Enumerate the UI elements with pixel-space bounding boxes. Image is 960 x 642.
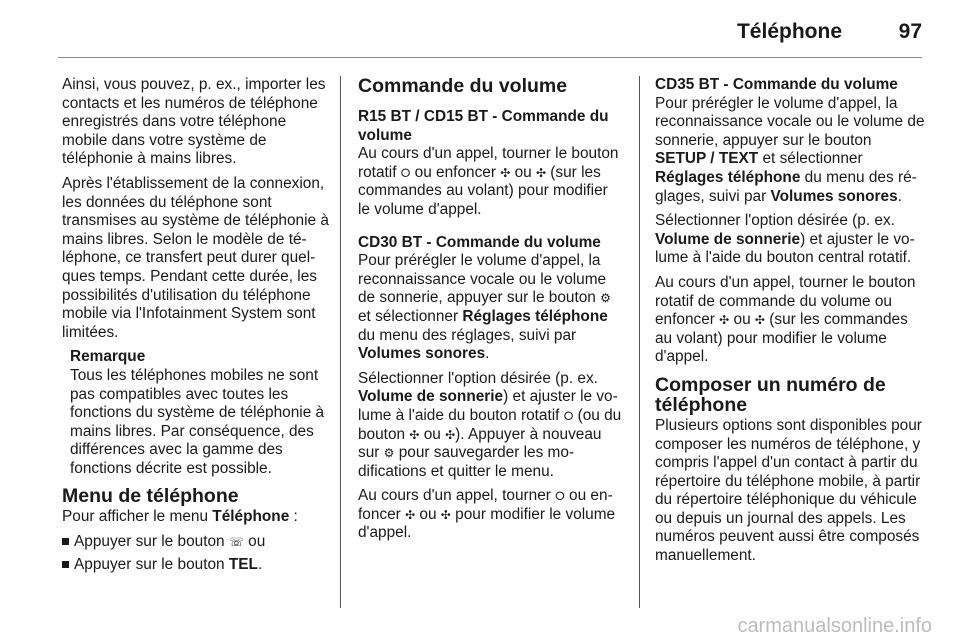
watermark: carmanualsonline.info [737, 615, 932, 637]
subheading-cd30: CD30 BT - Commande du volume [358, 233, 601, 251]
joystick-icon: ✣ [440, 507, 451, 522]
page-title: Téléphone [736, 20, 842, 43]
note-text: Tous les téléphones mobiles ne sont pas compatibles avec toutes les fonctions du système de téléphonie à mains libres. Par conséquence, des différences avec la gamme des fonctions décrite est possible. [70, 366, 325, 477]
menu-steps-list [62, 533, 330, 574]
column-3 [655, 76, 925, 572]
heading-phone-menu: Menu de téléphone [62, 485, 239, 508]
list-item: Appuyer sur le bouton TEL. [62, 556, 330, 575]
phone-button-icon: ☏ [228, 535, 244, 550]
joystick-icon: ✣ [719, 313, 730, 328]
paragraph-import-contacts: Ainsi, vous pouvez, p. ex., importer les contacts et les numéros de téléphone enregistrés dans votre téléphone mobile dans votre système de téléphonie à mains libres. [62, 76, 326, 168]
paragraph-dial-options: Plusieurs options sont disponibles pour composer les numéros de téléphone, y compris l'appel d'un contact à partir du répertoire du téléphone mobile, à partir du répertoire téléphonique du véhicule ou depuis un journal des appels. Les numéros peuvent aussi être composés manuellement. [655, 416, 922, 565]
note-box [70, 348, 330, 478]
joystick-icon: ✣ [535, 165, 547, 180]
joystick-icon: ✣ [405, 507, 416, 522]
bullet-icon [62, 538, 69, 545]
joystick-icon: ✣ [445, 427, 456, 442]
joystick-icon: ✣ [500, 165, 511, 180]
rotary-knob-icon: ⭘ [555, 489, 565, 504]
paragraph-cd30: Pour prérégler le volume d'appel, la reconnaissance vocale ou le volume de sonnerie, appuyer sur le bouton ⚙ et sélectionner Réglages téléphone du menu des réglages, suivi par Volumes sonores. [358, 252, 611, 363]
column-2 [358, 76, 624, 549]
rotary-knob-icon: ⭘ [400, 165, 411, 180]
heading-volume-control: Commande du volume [358, 75, 568, 97]
paragraph-menu-intro: Pour afficher le menu Téléphone : [62, 508, 298, 526]
paragraph-select-option-cd35: Sélectionner l'option désirée (p. ex. Volume de sonnerie) et ajuster le volume à l'aide du bouton central rotatif. [655, 212, 915, 267]
column-divider-1 [340, 76, 341, 608]
paragraph-select-option: Sélectionner l'option désirée (p. ex. Volume de sonnerie) et ajuster le volume à l'aide du bouton rotatif ⭘ (ou du bouton ✣ ou ✣). Appuyer à nouveau sur ⚙ pour sauvegarder les modifications et quitter le menu. [358, 369, 622, 480]
rotary-knob-icon: ⭘ [563, 408, 574, 423]
joystick-icon: ✣ [409, 427, 420, 442]
tel-button-label: TEL [228, 555, 258, 573]
header-rule [58, 57, 922, 58]
note-title: Remarque [70, 348, 146, 366]
joystick-icon: ✣ [754, 313, 765, 328]
paragraph-cd35: Pour prérégler le volume d'appel, la reconnaissance vocale ou le volume de sonnerie, appuyer sur le bouton SETUP / TEXT et sélectionner Réglages téléphone du menu des réglages, suivi par Volumes sonores. [655, 94, 925, 205]
page-number: 97 [898, 20, 922, 43]
column-divider-2 [639, 76, 640, 608]
bullet-icon [62, 561, 69, 568]
config-icon: ⚙ [383, 446, 395, 461]
column-1 [62, 76, 330, 578]
paragraph-during-call-cd35: Au cours d'un appel, tourner le bouton rotatif de commande du volume ou enfoncer ✣ ou ✣ (sur les commandes au volant) pour modifier le volume d'appel. [655, 273, 916, 366]
list-item: Appuyer sur le bouton ☏ ou [62, 533, 330, 552]
subheading-r15: R15 BT / CD15 BT - Commande du volume [358, 108, 609, 144]
paragraph-during-call: Au cours d'un appel, tourner ⭘ ou enfoncer ✣ ou ✣ pour modifier le volume d'appel. [358, 487, 616, 542]
heading-dial-number: Composer un numéro de téléphone [655, 373, 886, 416]
menu-name: Téléphone [212, 508, 290, 526]
paragraph-r15: Au cours d'un appel, tourner le bouton rotatif ⭘ ou enfoncer ✣ ou ✣ (sur les commandes au volant) pour modifier le volume d'appel. [358, 145, 619, 218]
subheading-cd35: CD35 BT - Commande du volume [655, 76, 898, 93]
page-header [0, 0, 960, 58]
paragraph-connection: Après l'établissement de la connexion, les données du téléphone sont transmises au système de téléphonie à mains libres. Selon le modèle de téléphone, ce transfert peut durer quelques temps. Pendant cette durée, les possibilités d'utilisation du téléphone mobile via l'Infotainment System sont limitées. [62, 174, 329, 341]
config-icon: ⚙ [600, 291, 611, 306]
